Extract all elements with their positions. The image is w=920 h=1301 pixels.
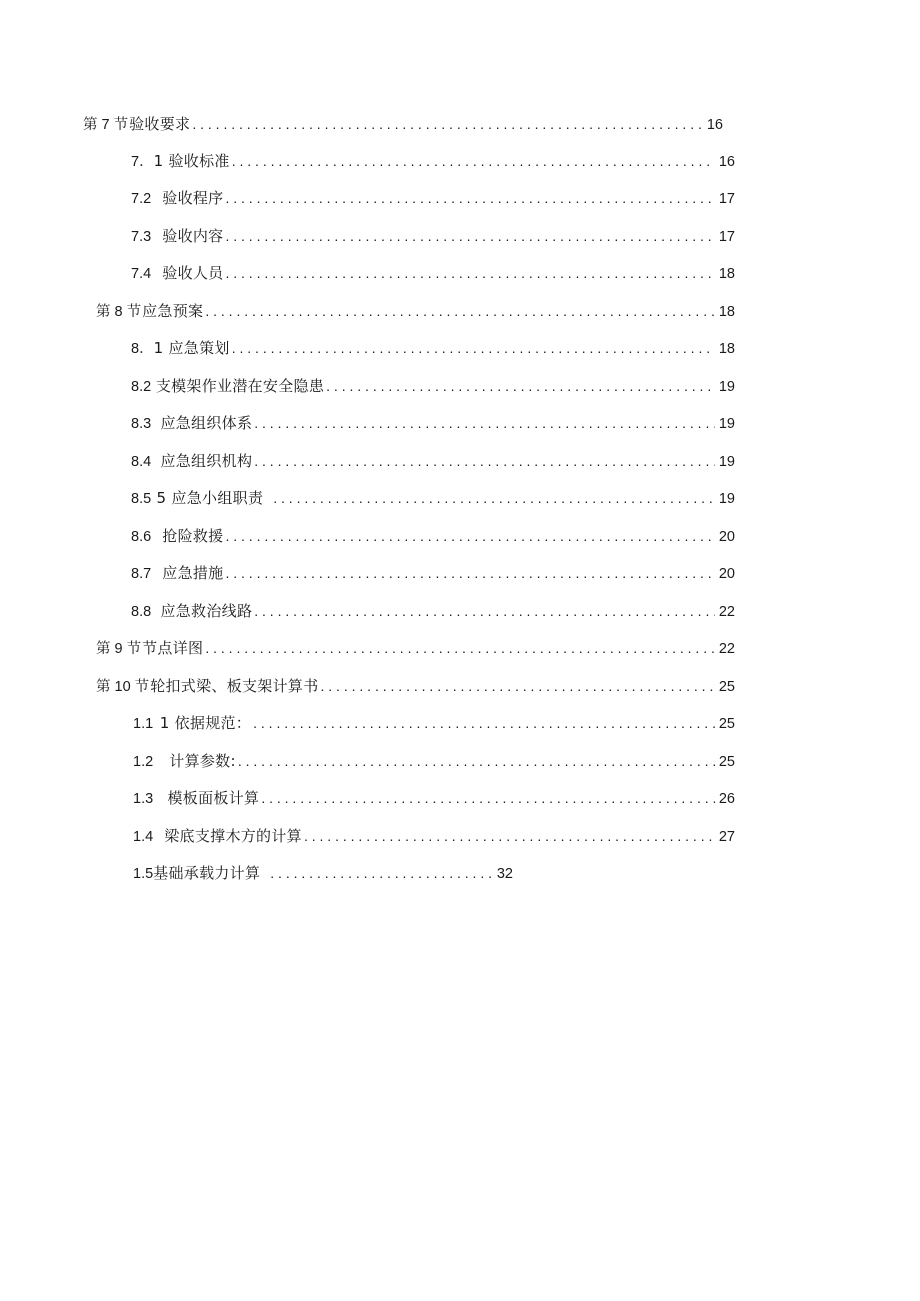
toc-leader-dots (232, 150, 715, 172)
toc-entry-page: 17 (718, 229, 735, 245)
toc-leader-dots (225, 262, 714, 284)
toc-entry-page: 19 (718, 379, 735, 395)
toc-leader-dots (225, 187, 714, 209)
toc-entry-page: 17 (718, 191, 735, 207)
toc-entry-8-8[interactable] (131, 600, 735, 622)
toc-leader-dots (273, 487, 715, 509)
toc-entry-title: 验收人员 (162, 264, 224, 282)
toc-entry-8-6[interactable] (131, 525, 735, 547)
toc-entry-title: 1 依据规范： (159, 714, 252, 732)
toc-entry-page: 25 (718, 716, 735, 732)
toc-entry-page: 19 (718, 454, 735, 470)
toc-entry-title: 1 验收标准 (153, 152, 230, 170)
toc-entry-7-4[interactable] (131, 262, 735, 284)
toc-entry-page: 25 (718, 679, 735, 695)
toc-entry-title: 应急救治线路 (160, 602, 253, 620)
toc-entry-title: 节点详图 (142, 639, 204, 657)
toc-entry-page: 19 (718, 491, 735, 507)
toc-entry-page: 26 (718, 791, 735, 807)
toc-entry-title: 验收内容 (162, 227, 224, 245)
toc-entry-8-3[interactable] (131, 412, 735, 434)
toc-entry-number: 第 8 节 (96, 304, 142, 320)
toc-entry-8-5[interactable] (131, 487, 735, 509)
toc-leader-dots (254, 450, 715, 472)
toc-entry-title: 应急预案 (142, 302, 204, 320)
toc-entry-8-2[interactable] (131, 375, 735, 397)
toc-entry-page: 18 (718, 304, 735, 320)
toc-entry-title: 应急组织体系 (160, 414, 253, 432)
toc-entry-page: 25 (718, 754, 735, 770)
toc-leader-dots (238, 750, 715, 772)
toc-entry-1-4[interactable] (133, 825, 735, 847)
toc-entry-ch10[interactable] (96, 675, 735, 697)
toc-entry-title: 1 应急策划 (153, 339, 230, 357)
toc-entry-number: 8.4 (131, 454, 152, 470)
toc-entry-number: 7.2 (131, 191, 152, 207)
toc-entry-8-7[interactable] (131, 562, 735, 584)
toc-entry-page: 19 (718, 416, 735, 432)
toc-entry-ch8[interactable] (96, 300, 735, 322)
toc-entry-page: 20 (718, 566, 735, 582)
toc-entry-8-1[interactable] (131, 337, 735, 359)
toc-entry-number: 7.4 (131, 266, 152, 282)
toc-entry-number: 1.3 (133, 791, 154, 807)
toc-entry-title: 支模架作业潜在安全隐患 (155, 377, 325, 395)
toc-entry-title: 抢险救援 (162, 527, 224, 545)
toc-entry-7-3[interactable] (131, 225, 735, 247)
toc-entry-7-2[interactable] (131, 187, 735, 209)
toc-leader-dots (205, 300, 715, 322)
toc-leader-dots (205, 637, 715, 659)
toc-leader-dots (253, 712, 715, 734)
toc-leader-dots (254, 412, 715, 434)
toc-entry-title: 应急措施 (162, 564, 224, 582)
toc-entry-7-1[interactable] (131, 150, 735, 172)
toc-entry-title: 轮扣式梁、板支架计算书 (150, 677, 319, 695)
toc-leader-dots (326, 375, 715, 397)
toc-entry-title: 验收程序 (162, 189, 224, 207)
toc-leader-dots (225, 225, 714, 247)
toc-entry-page: 16 (718, 154, 735, 170)
toc-entry-number: 第 9 节 (96, 641, 142, 657)
toc-entry-title: 验收要求 (129, 115, 191, 133)
toc-entry-number: 1.5 (133, 866, 154, 882)
toc-entry-page: 32 (496, 866, 513, 882)
toc-entry-1-5[interactable] (133, 862, 513, 884)
toc-entry-number: 7． (131, 154, 154, 170)
toc-leader-dots (254, 600, 715, 622)
toc-entry-title: 模板面板计算 (167, 789, 260, 807)
toc-leader-dots (225, 525, 714, 547)
toc-entry-number: 8.3 (131, 416, 152, 432)
toc-entry-number: 1.4 (133, 829, 154, 845)
toc-leader-dots (232, 337, 715, 359)
toc-entry-1-1[interactable] (133, 712, 735, 734)
toc-entry-ch9[interactable] (96, 637, 735, 659)
toc-leader-dots (261, 787, 715, 809)
toc-entry-number: 8.6 (131, 529, 152, 545)
toc-entry-title: 梁底支撑木方的计算 (164, 827, 302, 845)
toc-entry-number: 1.1 (133, 716, 154, 732)
toc-entry-title: 计算参数: (169, 752, 236, 770)
toc-entry-number: 8.8 (131, 604, 152, 620)
toc-entry-page: 22 (718, 604, 735, 620)
toc-entry-page: 18 (718, 266, 735, 282)
toc-entry-number: 8． (131, 341, 154, 357)
toc-entry-page: 16 (706, 117, 723, 133)
toc-leader-dots (321, 675, 715, 697)
toc-entry-1-2[interactable] (133, 750, 735, 772)
toc-entry-number: 8.2 (131, 379, 152, 395)
toc-leader-dots (270, 862, 493, 884)
toc-entry-ch7[interactable] (83, 113, 723, 135)
toc-entry-page: 18 (718, 341, 735, 357)
toc-entry-number: 1.2 (133, 754, 154, 770)
toc-entry-title: 5 应急小组职责 (156, 489, 264, 507)
toc-entry-number: 第 7 节 (83, 117, 129, 133)
toc-entry-page: 20 (718, 529, 735, 545)
toc-entry-page: 22 (718, 641, 735, 657)
toc-entry-number: 7.3 (131, 229, 152, 245)
toc-leader-dots (192, 113, 703, 135)
toc-leader-dots (304, 825, 715, 847)
toc-entry-page: 27 (718, 829, 735, 845)
toc-entry-title: 应急组织机构 (160, 452, 253, 470)
toc-entry-1-3[interactable] (133, 787, 735, 809)
toc-entry-number: 8.5 (131, 491, 152, 507)
toc-entry-number: 8.7 (131, 566, 152, 582)
toc-leader-dots (225, 562, 714, 584)
toc-entry-number: 第 10 节 (96, 679, 150, 695)
toc-entry-8-4[interactable] (131, 450, 735, 472)
toc-entry-title: 基础承载力计算 (153, 864, 261, 882)
